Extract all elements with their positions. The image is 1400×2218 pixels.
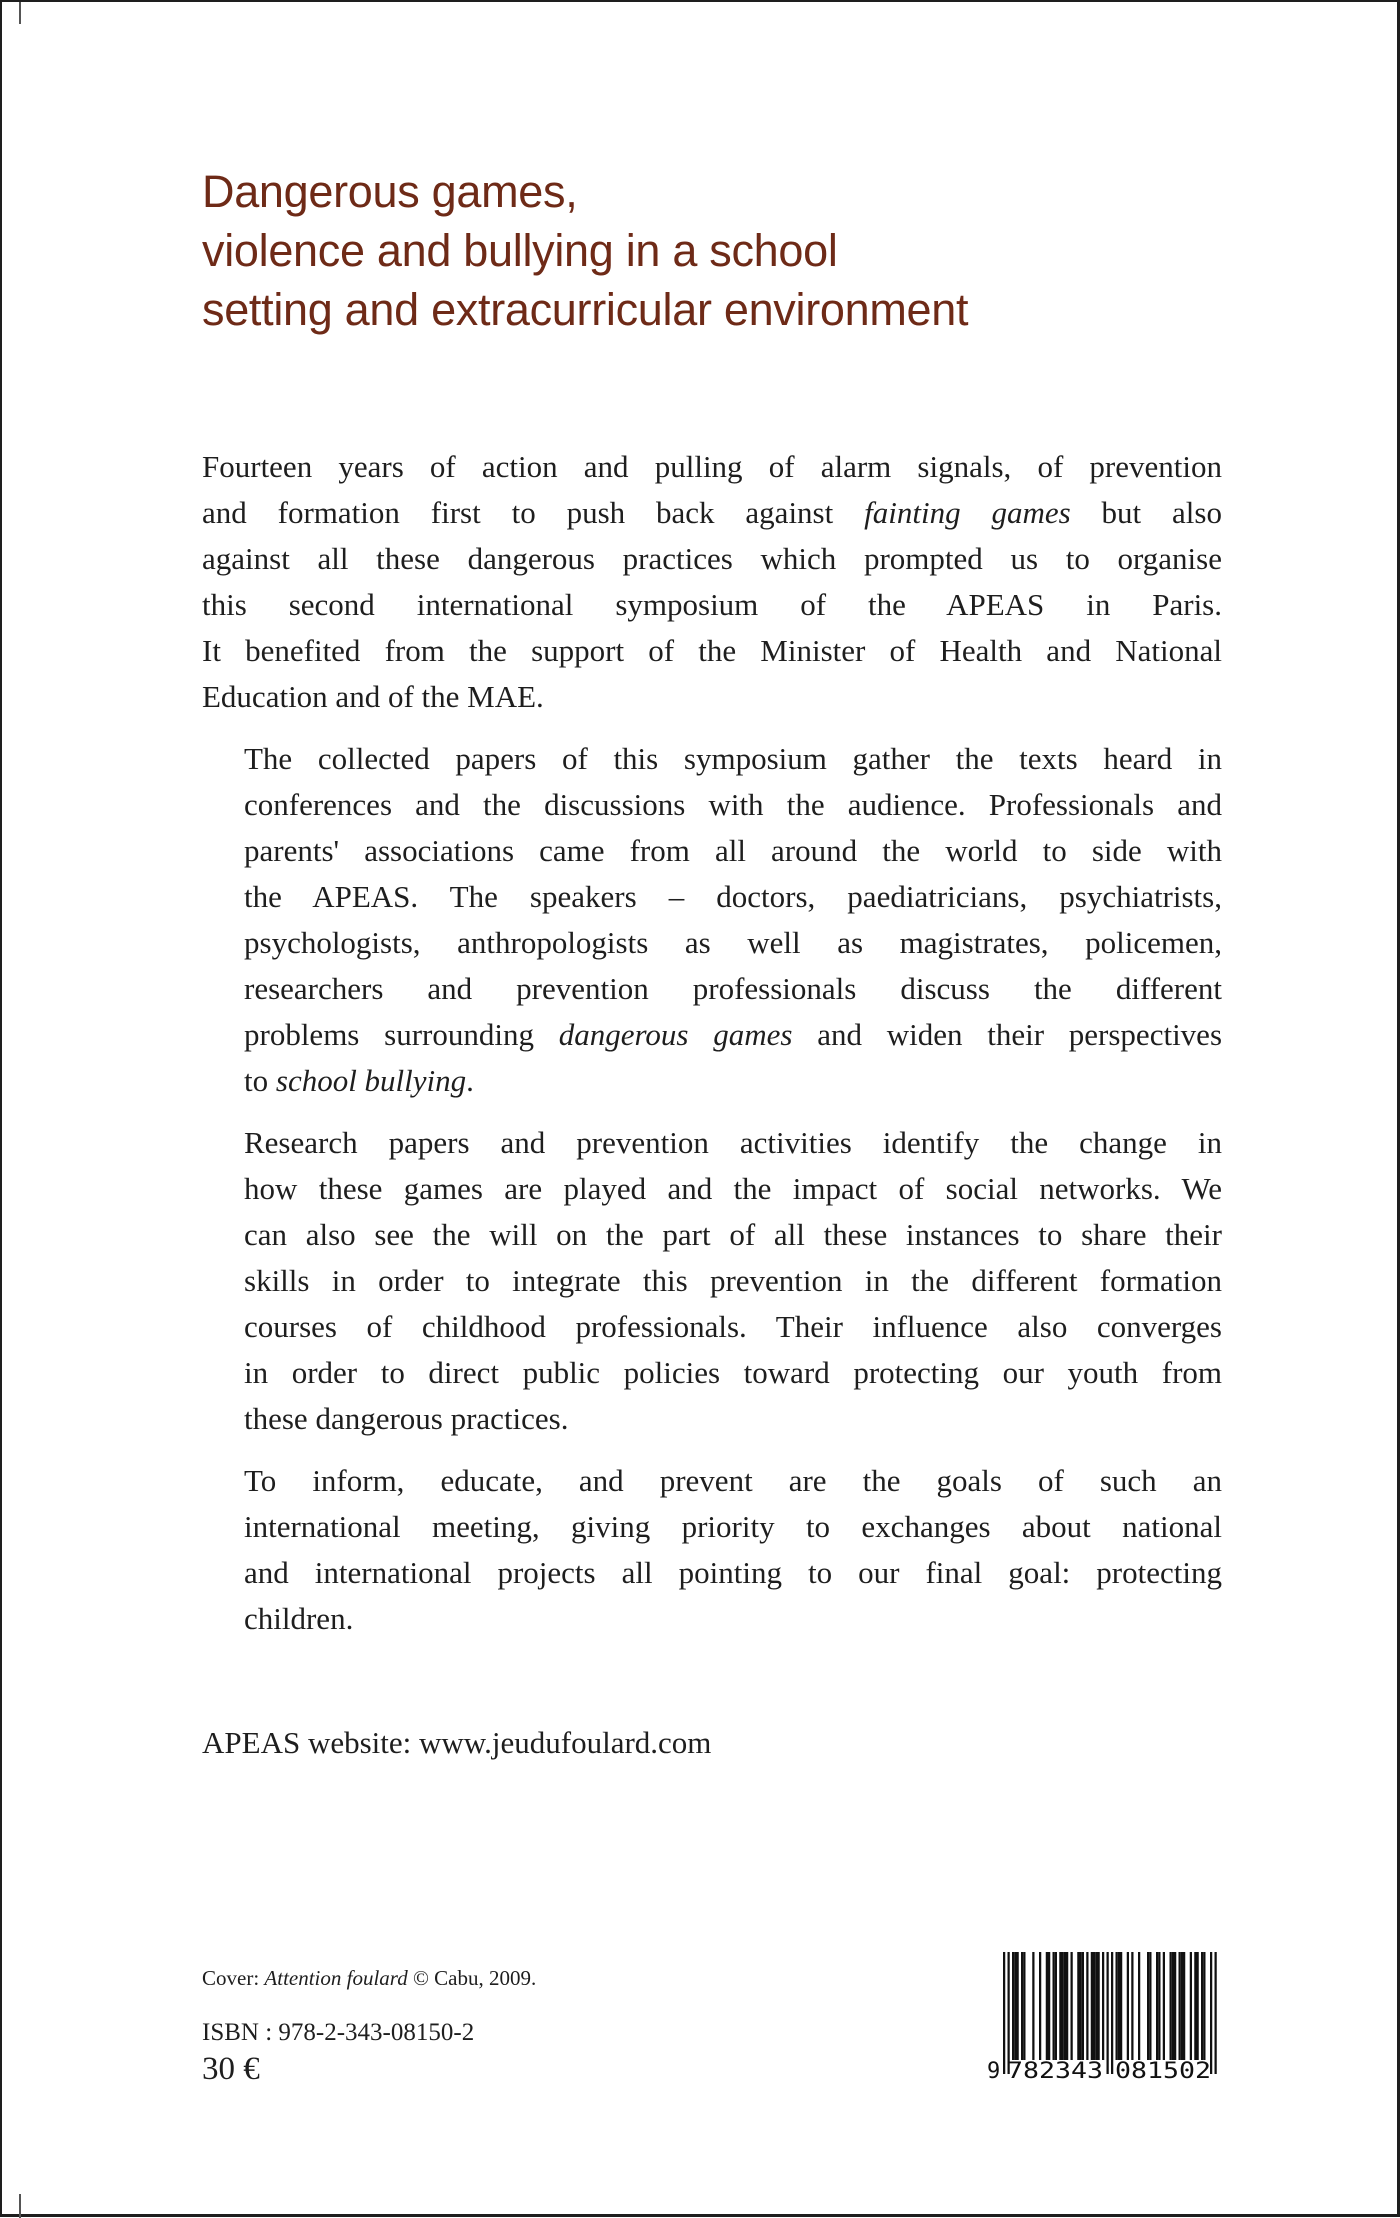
blurb-line [202, 1058, 1222, 1104]
barcode-bar [1102, 1952, 1104, 2060]
text-run: Fourteen years of action and pulling of alarm signals, of prevention [202, 449, 1222, 484]
barcode-bar [1053, 1952, 1055, 2060]
text-run: problems surrounding [244, 1017, 559, 1052]
barcode-guard-bar [1008, 1952, 1010, 2074]
text-run: in order to direct public policies toward protecting our youth from [244, 1355, 1222, 1390]
barcode-bar [1023, 1952, 1025, 2060]
barcode-bar [1093, 1952, 1095, 2060]
barcode-bar [1046, 1952, 1048, 2060]
cover-credit [202, 1964, 536, 1992]
text-run: To inform, educate, and prevent are the goals of such an [244, 1463, 1222, 1498]
barcode-bar [1064, 1952, 1066, 2060]
barcode-bar [1071, 1952, 1073, 2060]
blurb-line [202, 1458, 1222, 1504]
text-run: Research papers and prevention activities identify the change in [244, 1125, 1222, 1160]
barcode-bar [1127, 1952, 1129, 2060]
barcode-bar [1156, 1952, 1158, 2060]
barcode-bar [1082, 1952, 1084, 2060]
text-run: and widen their perspectives [792, 1017, 1223, 1052]
barcode-bar [1149, 1952, 1151, 2060]
book-title [202, 162, 1202, 339]
website-line [202, 1720, 711, 1766]
text-run: but also [1070, 495, 1222, 530]
barcode-bar [1197, 1952, 1199, 2060]
blurb-line [202, 1550, 1222, 1596]
barcode-bar [1170, 1952, 1172, 2060]
isbn: ISBN : 978-2-343-08150-2 [202, 2019, 475, 2046]
barcode-guard-bar [1215, 1952, 1217, 2074]
barcode-guard-bar [1003, 1952, 1005, 2074]
barcode-bars [1003, 1952, 1217, 2074]
emphasis-text: fainting games [864, 495, 1071, 530]
barcode-bar [1066, 1952, 1068, 2060]
barcode-first-digit: 9 [987, 2059, 1001, 2082]
barcode-bar [1080, 1952, 1082, 2060]
barcode-bar [1118, 1952, 1120, 2060]
barcode-bar [1055, 1952, 1057, 2060]
barcode-guard-bar [1107, 1952, 1109, 2074]
text-run: and international projects all pointing to our final goal: protecting [244, 1555, 1222, 1590]
blurb-line [202, 782, 1222, 828]
barcode-bar [1201, 1952, 1203, 2060]
text-run: children. [244, 1601, 354, 1636]
crop-mark-bottom [19, 2194, 21, 2218]
blurb-line [202, 444, 1222, 490]
blurb-line [202, 966, 1222, 1012]
emphasis-text: dangerous games [558, 1017, 793, 1052]
barcode-bar [1172, 1952, 1174, 2060]
text-run: researchers and prevention professionals discuss the different [244, 971, 1222, 1006]
barcode-bar [1014, 1952, 1016, 2060]
barcode-bar [1059, 1952, 1061, 2060]
barcode-bar [1116, 1952, 1118, 2060]
barcode-bar [1098, 1952, 1100, 2060]
barcode-bar [1181, 1952, 1183, 2060]
blurb-line [202, 828, 1222, 874]
text-run: these dangerous practices. [244, 1401, 569, 1436]
cover-credit-suffix: © Cabu, 2009. [407, 1966, 537, 1990]
blurb-line [202, 1166, 1222, 1212]
blurb-line [202, 920, 1222, 966]
text-run: can also see the will on the part of all these instances to share their [244, 1217, 1222, 1252]
text-run: courses of childhood professionals. Their influence also converges [244, 1309, 1222, 1344]
text-run: against all these dangerous practices which prompted us to organise [202, 541, 1222, 576]
emphasis-text: school bullying [275, 1063, 467, 1098]
text-run: psychologists, anthropologists as well as magistrates, policemen, [244, 925, 1222, 960]
text-run: the APEAS. The speakers – doctors, paediatricians, psychiatrists, [244, 879, 1222, 914]
isbn-barcode [987, 1950, 1227, 2082]
blurb-line [202, 1350, 1222, 1396]
barcode-bar [1190, 1952, 1192, 2060]
barcode-bar [1120, 1952, 1122, 2060]
blurb-line [202, 1396, 1222, 1442]
barcode-bar [1017, 1952, 1019, 2060]
barcode-bar [1131, 1952, 1133, 2060]
barcode-bar [1091, 1952, 1093, 2060]
text-run: The collected papers of this symposium gather the texts heard in [244, 741, 1222, 776]
title-line: Dangerous games, [202, 166, 578, 217]
barcode-bar [1179, 1952, 1181, 2060]
blurb-text [202, 444, 1222, 1658]
barcode-left-digits: 782343 [1007, 2059, 1103, 2082]
barcode-bar [1021, 1952, 1023, 2060]
title-line: setting and extracurricular environment [202, 284, 969, 335]
text-run: this second international symposium of the APEAS in Paris. [202, 587, 1222, 622]
barcode-bar [1203, 1952, 1205, 2060]
barcode-bar [1062, 1952, 1064, 2060]
cover-credit-prefix: Cover: [202, 1966, 265, 1990]
crop-mark-top [19, 2, 21, 24]
website-link[interactable]: www.jeudufoulard.com [419, 1725, 712, 1760]
blurb-line [202, 490, 1222, 536]
blurb-line [202, 1212, 1222, 1258]
imprint-block [202, 1964, 536, 2088]
barcode-bar [1077, 1952, 1079, 2060]
barcode-bar [1012, 1952, 1014, 2060]
blurb-line [202, 874, 1222, 920]
blurb-paragraph [202, 736, 1222, 1104]
barcode-bar [1095, 1952, 1097, 2060]
blurb-line [202, 536, 1222, 582]
blurb-line [202, 1304, 1222, 1350]
text-run: parents' associations came from all around the world to side with [244, 833, 1222, 868]
text-run: and formation first to push back against [202, 495, 865, 530]
price: 30 € [202, 2051, 260, 2087]
blurb-paragraph [202, 444, 1222, 720]
blurb-line [202, 628, 1222, 674]
barcode-bar [1147, 1952, 1149, 2060]
text-run: conferences and the discussions with the audience. Professionals and [244, 787, 1222, 822]
text-run: It benefited from the support of the Minister of Health and National [202, 633, 1222, 668]
blurb-paragraph [202, 1458, 1222, 1642]
text-run: . [466, 1063, 474, 1098]
text-run: skills in order to integrate this prevention in the different formation [244, 1263, 1222, 1298]
barcode-bar [1138, 1952, 1140, 2060]
barcode-bar [1048, 1952, 1050, 2060]
blurb-line [202, 674, 1222, 720]
barcode-bar [1174, 1952, 1176, 2060]
text-run: how these games are played and the impact of social networks. We [244, 1171, 1222, 1206]
barcode-bar [1183, 1952, 1185, 2060]
barcode-bar [1039, 1952, 1041, 2060]
blurb-line [202, 1504, 1222, 1550]
blurb-line [202, 1012, 1222, 1058]
barcode-guard-bar [1111, 1952, 1113, 2074]
blurb-line [202, 1596, 1222, 1642]
cover-artwork-title: Attention foulard [264, 1966, 408, 1990]
barcode-bar [1163, 1952, 1165, 2060]
blurb-line [202, 736, 1222, 782]
blurb-paragraph [202, 1120, 1222, 1442]
title-line: violence and bullying in a school [202, 225, 838, 276]
text-run: Education and of the MAE. [202, 679, 544, 714]
blurb-line [202, 582, 1222, 628]
text-run: international meeting, giving priority to exchanges about national [244, 1509, 1222, 1544]
blurb-line [202, 1120, 1222, 1166]
barcode-guard-bar [1210, 1952, 1212, 2074]
text-run: to [244, 1063, 276, 1098]
barcode-bar [1032, 1952, 1034, 2060]
blurb-line [202, 1258, 1222, 1304]
barcode-bar [1194, 1952, 1196, 2060]
barcode-graphic [987, 1950, 1227, 2082]
website-label: APEAS website: [202, 1725, 419, 1760]
barcode-bar [1086, 1952, 1088, 2060]
barcode-right-digits: 081502 [1115, 2059, 1211, 2082]
barcode-bar [1158, 1952, 1160, 2060]
